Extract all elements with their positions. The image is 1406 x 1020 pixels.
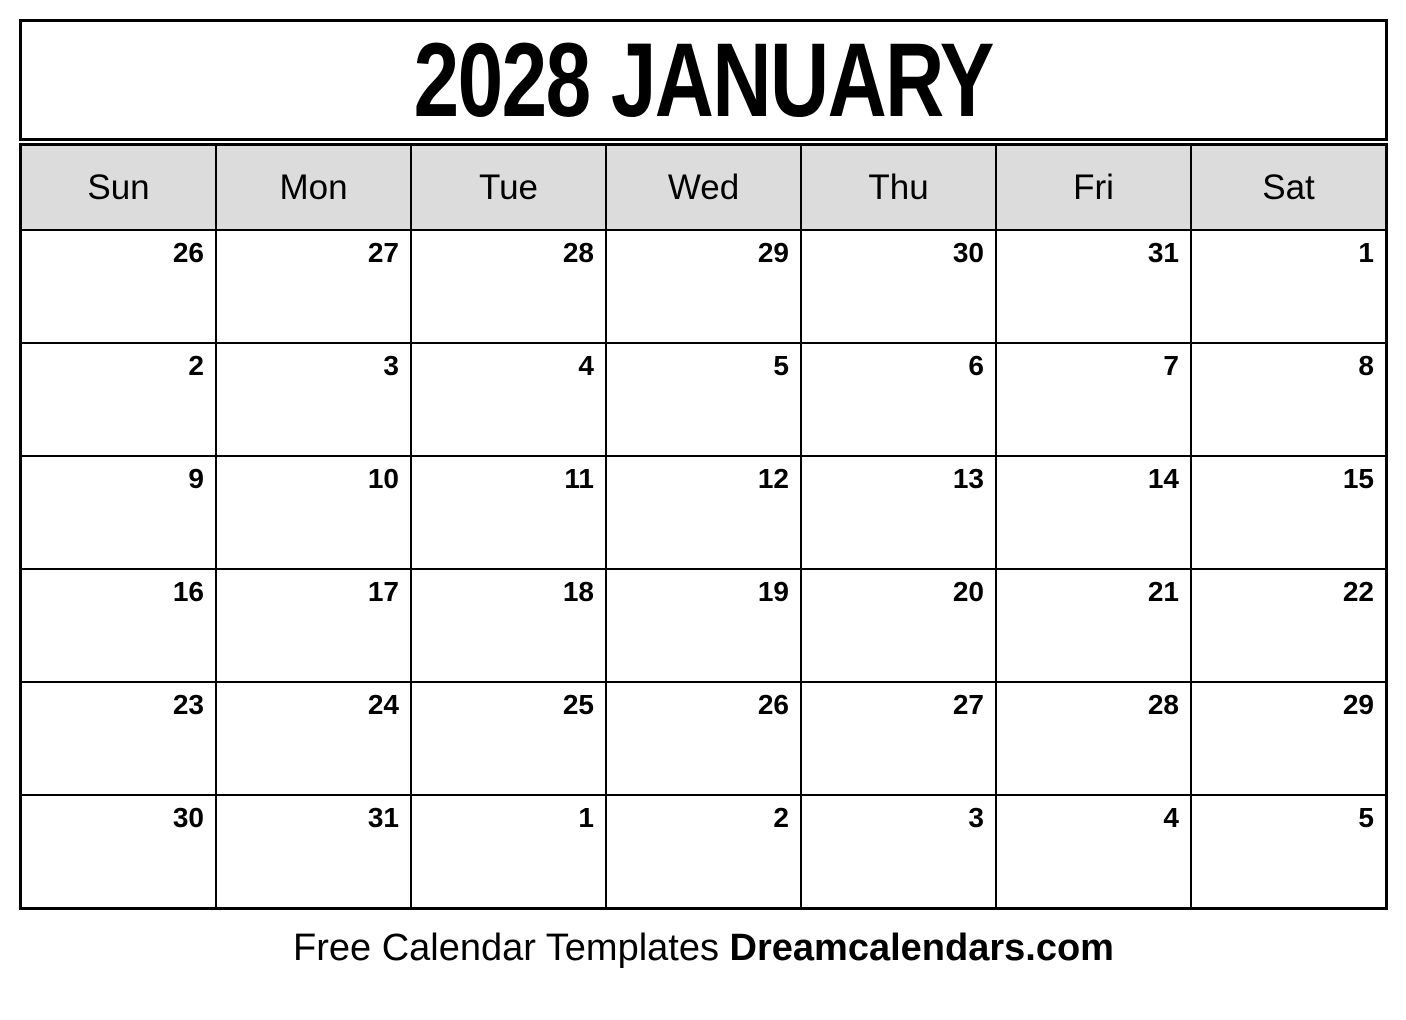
day-cell: 29 [1192, 683, 1385, 794]
day-cell: 30 [22, 796, 215, 907]
day-cell: 30 [802, 231, 995, 342]
day-cell: 24 [217, 683, 410, 794]
day-cell: 26 [22, 231, 215, 342]
day-cell: 26 [607, 683, 800, 794]
day-cell: 28 [997, 683, 1190, 794]
day-cell: 28 [412, 231, 605, 342]
title-box [19, 19, 1388, 141]
calendar-grid [19, 143, 1388, 910]
day-cell: 7 [997, 344, 1190, 455]
day-cell: 13 [802, 457, 995, 568]
day-cell: 18 [412, 570, 605, 681]
day-cell: 19 [607, 570, 800, 681]
page-title: 2028 JANUARY [413, 21, 994, 139]
day-cell: 20 [802, 570, 995, 681]
day-cell: 1 [1192, 231, 1385, 342]
day-cell: 4 [997, 796, 1190, 907]
day-cell: 2 [22, 344, 215, 455]
day-cell: 8 [1192, 344, 1385, 455]
day-cell: 25 [412, 683, 605, 794]
weekday-tue: Tue [412, 146, 605, 229]
day-cell: 5 [1192, 796, 1385, 907]
day-cell: 3 [217, 344, 410, 455]
footer-credit [19, 927, 1388, 970]
day-cell: 23 [22, 683, 215, 794]
footer-brand: Dreamcalendars.com [729, 927, 1114, 969]
weekday-sat: Sat [1192, 146, 1385, 229]
weekday-mon: Mon [217, 146, 410, 229]
weekday-sun: Sun [22, 146, 215, 229]
day-cell: 31 [217, 796, 410, 907]
day-cell: 11 [412, 457, 605, 568]
day-cell: 22 [1192, 570, 1385, 681]
footer-free-text: Free Calendar Templates [293, 927, 730, 969]
weekday-thu: Thu [802, 146, 995, 229]
day-cell: 21 [997, 570, 1190, 681]
day-cell: 4 [412, 344, 605, 455]
day-cell: 1 [412, 796, 605, 907]
day-cell: 2 [607, 796, 800, 907]
day-cell: 14 [997, 457, 1190, 568]
day-cell: 3 [802, 796, 995, 907]
day-cell: 16 [22, 570, 215, 681]
day-cell: 31 [997, 231, 1190, 342]
day-cell: 6 [802, 344, 995, 455]
day-cell: 27 [217, 231, 410, 342]
day-cell: 29 [607, 231, 800, 342]
day-cell: 27 [802, 683, 995, 794]
day-cell: 12 [607, 457, 800, 568]
day-cell: 10 [217, 457, 410, 568]
weekday-wed: Wed [607, 146, 800, 229]
day-cell: 9 [22, 457, 215, 568]
weekday-fri: Fri [997, 146, 1190, 229]
day-cell: 5 [607, 344, 800, 455]
day-cell: 15 [1192, 457, 1385, 568]
day-cell: 17 [217, 570, 410, 681]
